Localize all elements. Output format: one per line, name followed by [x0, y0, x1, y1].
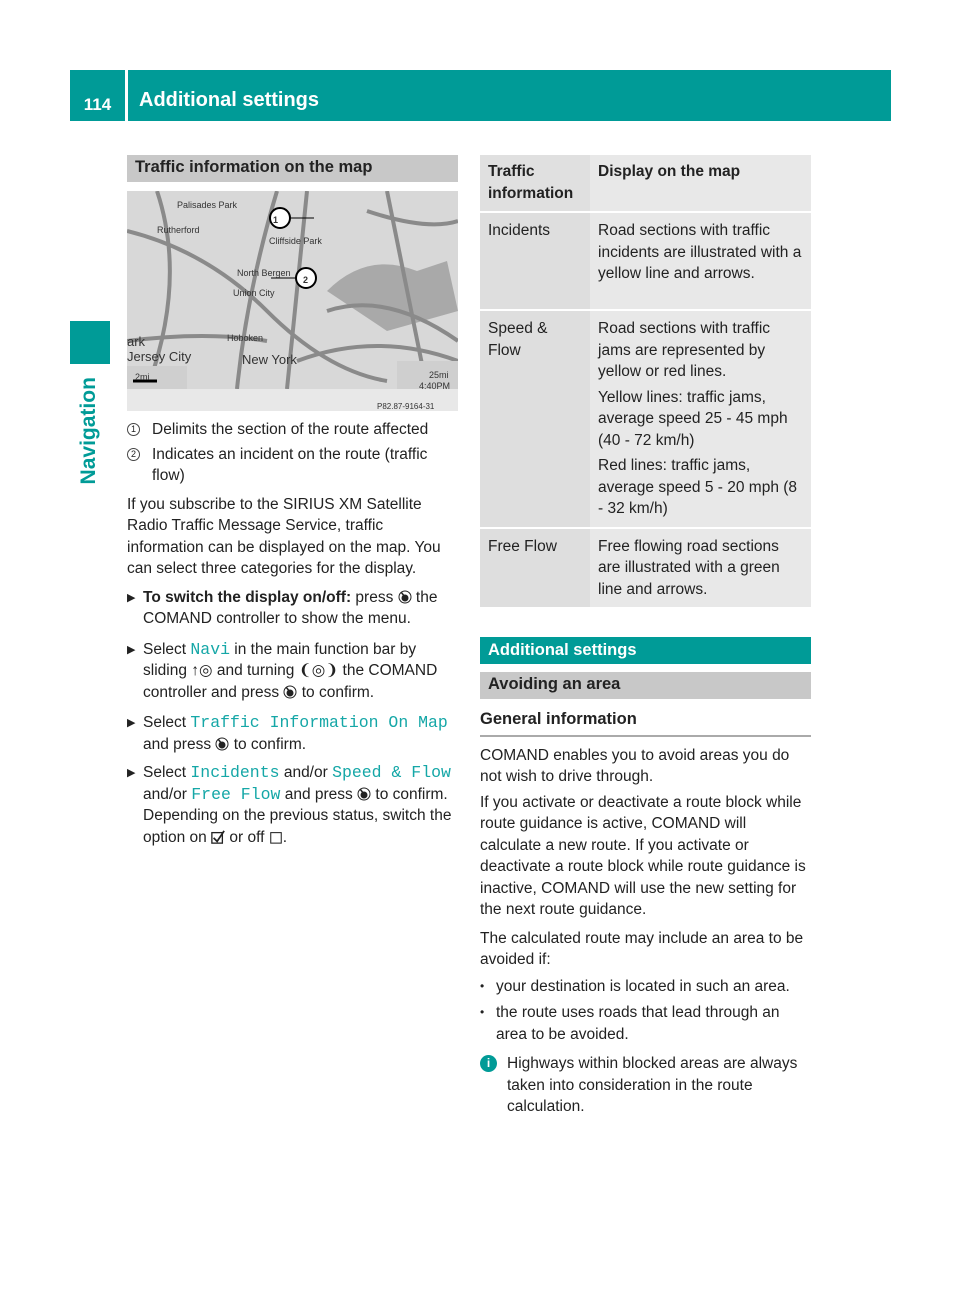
step-arrow-icon: ▶: [127, 591, 136, 604]
page-title: Additional settings: [128, 70, 891, 121]
cell-type: Speed & Flow: [480, 311, 590, 529]
checkbox-checked-icon: [211, 830, 225, 844]
map-callout-2: 2: [303, 275, 309, 285]
menu-item-speed-flow: Speed & Flow: [332, 763, 451, 782]
section-title: Traffic information on the map: [127, 155, 458, 182]
paragraph: If you activate or deactivate a route block while route guidance is active, COMAND will calculate a new route. If you activate or deactivate a route block while route guidance is inactive, COMAND will use the new setting for the next route guidance.: [480, 793, 806, 918]
list-item: [480, 1002, 811, 1045]
map-label: Union City: [233, 288, 275, 298]
instruction-step: [127, 639, 458, 704]
callout-number: 2: [127, 448, 140, 461]
traffic-display-table: [480, 155, 811, 609]
map-label: Hoboken: [227, 333, 264, 343]
paragraph: The calculated route may include an area to be avoided if:: [480, 929, 804, 968]
desc-line: Yellow lines: traffic jams, average speed 25 - 45 mph (40 - 72 km/h): [598, 388, 788, 449]
bullet-icon: •: [480, 1005, 485, 1019]
press-controller-icon: [283, 685, 297, 699]
column-header: Display on the map: [590, 155, 811, 213]
cell-desc: Free flowing road sections are illustrated with a green line and arrows.: [590, 529, 811, 610]
desc-line: Road sections with traffic jams are represented by yellow or red lines.: [598, 320, 771, 380]
text: and press: [143, 735, 216, 753]
map-label: ark: [127, 334, 146, 349]
image-code: P82.87-9164-31: [377, 402, 435, 411]
cell-desc: Road sections with traffic incidents are illustrated with a yellow line and arrows.: [590, 213, 811, 311]
checkbox-unchecked-icon: [269, 830, 283, 844]
instruction-step: [127, 587, 458, 630]
paragraph: COMAND enables you to avoid areas you do not wish to drive through.: [480, 746, 790, 785]
step-bold: To switch the display on/off:: [143, 588, 352, 606]
cell-desc: [590, 311, 811, 529]
side-tab-label: Navigation: [76, 377, 100, 485]
list-text: your destination is located in such an area.: [496, 977, 790, 995]
text: or off: [225, 828, 269, 846]
text: Depending on the previous status, switch the option on: [143, 807, 452, 846]
text: .: [282, 828, 288, 846]
text: to confirm.: [371, 785, 448, 803]
menu-item-incidents: Incidents: [190, 763, 280, 782]
intro-paragraph: If you subscribe to the SIRIUS XM Satellite Radio Traffic Message Service, traffic information can be displayed on the map. You can select three categories for the display.: [127, 495, 441, 577]
subsection-title: Avoiding an area: [480, 672, 811, 699]
cell-type: Free Flow: [480, 529, 590, 610]
side-tab-marker: [70, 321, 110, 364]
menu-item-traffic-information: Traffic Information On Map: [190, 713, 448, 732]
left-column: [127, 155, 458, 848]
cell-type: Incidents: [480, 213, 590, 311]
map-legend: [127, 419, 458, 487]
table-row: [480, 529, 811, 610]
info-text: Highways within blocked areas are always taken into consideration in the route calculation.: [507, 1055, 798, 1115]
map-callout-1: 1: [273, 215, 279, 225]
legend-item: [127, 444, 458, 487]
text: to confirm.: [229, 735, 307, 753]
text: Select: [143, 640, 191, 658]
map-label: New York: [242, 352, 297, 367]
map-distance: 25mi: [429, 370, 449, 380]
step-arrow-icon: ▶: [127, 767, 136, 779]
text: and turning: [212, 662, 299, 679]
info-note: [480, 1053, 811, 1118]
section-title: Additional settings: [480, 637, 811, 664]
text: in the main function bar by sliding: [143, 640, 417, 679]
legend-item: [127, 419, 458, 441]
map-label: Cliffside Park: [269, 236, 322, 246]
text: and/or: [279, 764, 333, 781]
text: the COMAND controller to show the menu.: [143, 588, 438, 627]
press-controller-icon: [398, 590, 412, 604]
instruction-step: [127, 712, 458, 755]
traffic-map-image: [127, 191, 458, 411]
legend-text: Indicates an incident on the route (traffic flow): [152, 445, 428, 484]
slide-up-icon: ↑◎: [191, 662, 213, 679]
list-item: [480, 976, 811, 998]
table-row: [480, 311, 811, 529]
step-arrow-icon: ▶: [127, 643, 136, 656]
text: the COMAND controller and press: [143, 662, 438, 701]
text: Select: [143, 714, 191, 731]
column-header: Traffic information: [480, 155, 590, 213]
map-scale: 2mi: [135, 372, 150, 382]
map-time: 4:40PM: [419, 381, 451, 391]
info-icon: i: [480, 1055, 497, 1072]
bullet-icon: •: [480, 978, 485, 993]
list-text: the route uses roads that lead through an area to be avoided.: [496, 1004, 780, 1043]
turn-controller-icon: ❨◎❩: [298, 662, 339, 679]
map-label: Palisades Park: [177, 200, 238, 210]
map-label: Jersey City: [127, 349, 192, 364]
table-header: [480, 155, 811, 213]
map-label: Rutherford: [157, 225, 200, 235]
press-controller-icon: [357, 787, 371, 801]
table-row: [480, 213, 811, 311]
legend-text: Delimits the section of the route affected: [152, 421, 429, 438]
text: press: [351, 588, 398, 606]
text: Select: [143, 764, 191, 781]
right-column: [480, 155, 811, 609]
avoid-area-section: [480, 637, 811, 1118]
text: to confirm.: [297, 683, 375, 701]
callout-number: 1: [127, 423, 140, 436]
desc-line: Red lines: traffic jams, average speed 5 - 20 mph (8 - 32 km/h): [598, 457, 798, 517]
text: and press: [280, 785, 358, 803]
map-label: North Bergen: [237, 268, 291, 278]
menu-item-free-flow: Free Flow: [191, 784, 281, 804]
text: and/or: [143, 785, 192, 803]
press-controller-icon: [215, 737, 229, 751]
instruction-step: [127, 762, 458, 848]
menu-item-navi: Navi: [190, 639, 230, 659]
step-arrow-icon: ▶: [127, 717, 136, 729]
side-tab: [70, 372, 110, 497]
page-number: 114: [70, 70, 125, 121]
heading: General information: [480, 709, 811, 737]
